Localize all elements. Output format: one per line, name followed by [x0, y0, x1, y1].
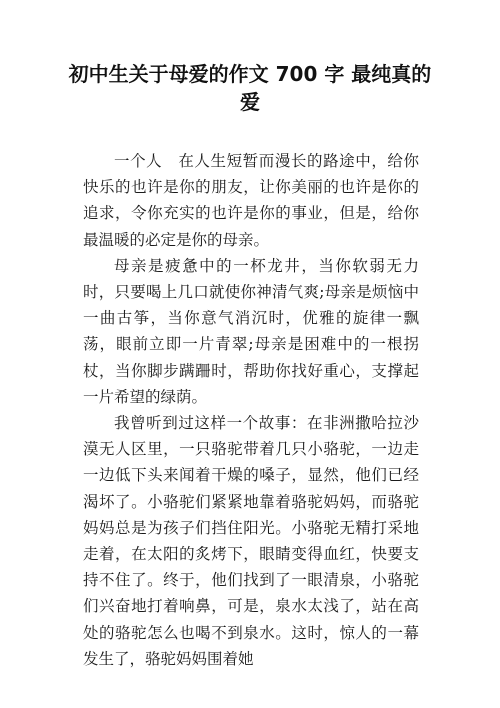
paragraph-1: 一个人 在人生短暂而漫长的路途中，给你快乐的也许是你的朋友，让你美丽的也许是你的追求，令你充实的也许是你的事业，但是，给你最温暖的必定是你的母亲。: [83, 152, 419, 249]
document-body: [83, 148, 419, 672]
paragraph-2: 母亲是疲惫中的一杯龙井，当你软弱无力时，只要喝上几口就使你神清气爽;母亲是烦恼中一曲古筝，当你意气消沉时，优雅的旋律一飘荡，眼前立即一片青翠;母亲是困难中的一根拐杖，当你脚步蹒跚时，帮助你找好重心，支撑起一片希望的绿荫。: [83, 256, 419, 406]
paragraph-3: 我曾听到过这样一个故事：在非洲撒哈拉沙漠无人区里，一只骆驼带着几只小骆驼，一边走一边低下头来闻着干燥的嗓子，显然，他们已经渴坏了。小骆驼们紧紧地靠着骆驼妈妈，而骆驼妈妈总是为孩子们挡住阳光。小骆驼无精打采地走着，在太阳的炙烤下，眼睛变得血红，快要支持不住了。终于，他们找到了一眼清泉，小骆驼们兴奋地打着响鼻，可是，泉水太浅了，站在高处的骆驼怎么也喝不到泉水。这时，惊人的一幕发生了，骆驼妈妈围着她: [83, 414, 419, 668]
document-title: 初中生关于母爱的作文 700 字 最纯真的爱: [68, 62, 432, 114]
